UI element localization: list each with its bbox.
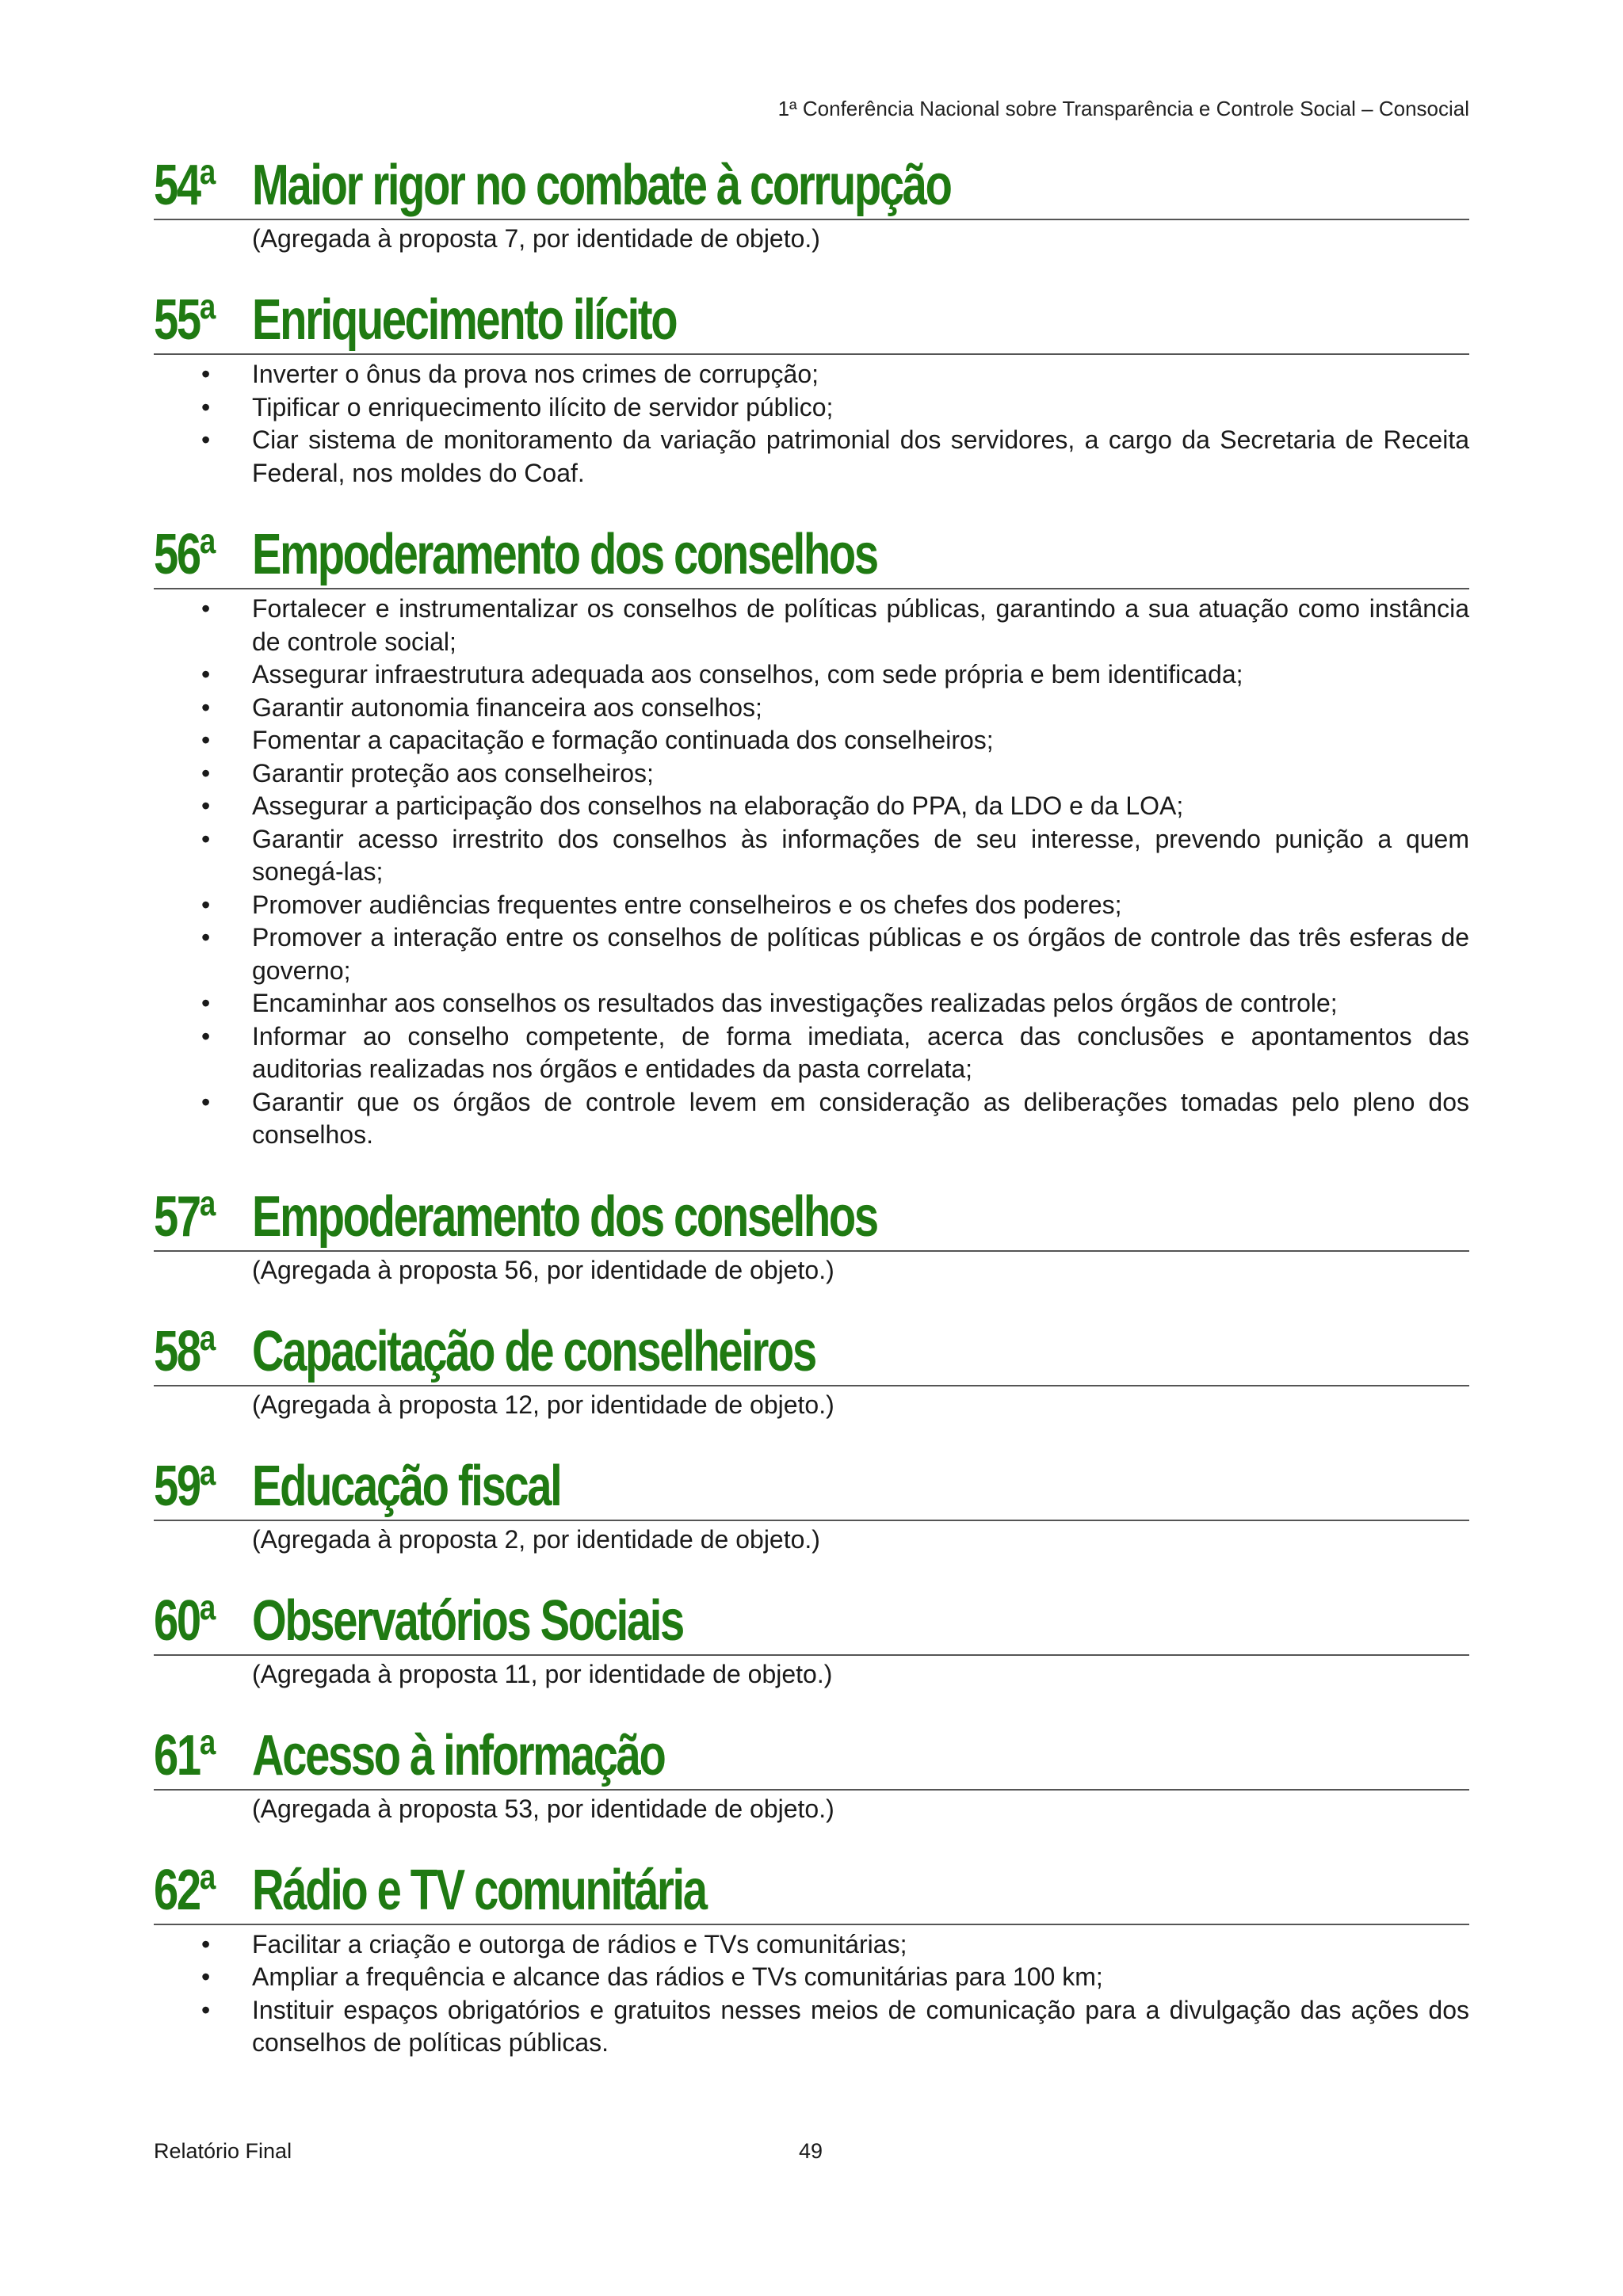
list-item-text: Facilitar a criação e outorga de rádios e TVs comunitárias; [252, 1929, 907, 1958]
proposal-title: Rádio e TV comunitária [252, 1858, 706, 1922]
list-item-text: Ampliar a frequência e alcance das rádios e TVs comunitárias para 100 km; [252, 1962, 1103, 1991]
list-item [154, 987, 1469, 1020]
list-item-text: Promover a interação entre os conselhos de políticas públicas e os órgãos de controle das três esferas de governo; [252, 923, 1469, 985]
proposal-57 [154, 1184, 1469, 1287]
proposal-note: (Agregada à proposta 11, por identidade de objeto.) [252, 1659, 833, 1688]
bullet-icon: • [201, 989, 211, 1017]
list-item-text: Instituir espaços obrigatórios e gratuitos nesses meios de comunicação para a divulgação das ações dos conselhos de políticas públicas. [252, 1995, 1469, 2057]
list-item-text: Assegurar a participação dos conselhos na elaboração do PPA, da LDO e da LOA; [252, 791, 1184, 820]
proposal-number: 57ª [154, 1184, 215, 1249]
list-item [154, 658, 1469, 692]
bullet-icon: • [201, 923, 211, 952]
proposal-number: 61ª [154, 1723, 215, 1787]
bullet-icon: • [201, 1995, 211, 2024]
proposal-heading [154, 155, 1469, 220]
list-item-text: Garantir proteção aos conselheiros; [252, 758, 654, 788]
proposal-title: Observatórios Sociais [252, 1589, 683, 1653]
page-header: 1ª Conferência Nacional sobre Transparência e Controle Social – Consocial [777, 97, 1469, 120]
list-item-text: Promover audiências frequentes entre conselheiros e os chefes dos poderes; [252, 890, 1122, 919]
bullet-icon: • [201, 890, 211, 919]
bullet-icon: • [201, 1087, 211, 1116]
list-item-text: Fortalecer e instrumentalizar os conselhos de políticas públicas, garantindo a sua atuação como instância de controle social; [252, 594, 1469, 656]
proposal-heading [154, 1319, 1469, 1386]
bullet-icon: • [201, 1962, 211, 1991]
list-item [154, 1928, 1469, 1962]
proposal-55 [154, 290, 1469, 490]
proposal-title: Capacitação de conselheiros [252, 1319, 815, 1383]
proposal-title: Empoderamento dos conselhos [252, 1184, 877, 1249]
proposal-number: 55ª [154, 288, 215, 352]
bullet-icon: • [201, 425, 211, 454]
proposal-heading [154, 1723, 1469, 1791]
proposal-title: Acesso à informação [252, 1723, 665, 1787]
list-item [154, 823, 1469, 889]
proposal-60 [154, 1591, 1469, 1691]
list-item [154, 1020, 1469, 1086]
bullet-icon: • [201, 824, 211, 853]
proposal-number: 56ª [154, 523, 215, 586]
proposal-61 [154, 1723, 1469, 1825]
proposal-items [154, 358, 1469, 490]
list-item-text: Ciar sistema de monitoramento da variação patrimonial dos servidores, a cargo da Secretaria de Receita Federal, nos moldes do Coaf. [252, 425, 1469, 487]
proposal-note: (Agregada à proposta 7, por identidade de objeto.) [252, 224, 820, 253]
bullet-icon: • [201, 360, 211, 388]
proposal-heading [154, 524, 1469, 589]
proposal-heading [154, 1456, 1469, 1521]
bullet-icon: • [201, 692, 211, 722]
list-item [154, 790, 1469, 823]
bullet-icon: • [201, 726, 211, 754]
proposal-title: Empoderamento dos conselhos [252, 523, 877, 586]
list-item [154, 921, 1469, 987]
list-item-text: Garantir autonomia financeira aos conselhos; [252, 692, 762, 722]
proposal-note: (Agregada à proposta 2, por identidade de objeto.) [252, 1524, 820, 1554]
list-item-text: Fomentar a capacitação e formação continuada dos conselheiros; [252, 726, 994, 754]
proposal-number: 58ª [154, 1319, 215, 1383]
document-body [154, 155, 1469, 2095]
proposal-heading [154, 290, 1469, 355]
list-item [154, 889, 1469, 922]
footer-report-title: Relatório Final [154, 2139, 292, 2163]
bullet-icon: • [201, 1929, 211, 1958]
list-item [154, 757, 1469, 791]
list-item-text: Tipificar o enriquecimento ilícito de servidor público; [252, 392, 834, 421]
bullet-icon: • [201, 594, 211, 623]
proposal-note: (Agregada à proposta 56, por identidade de objeto.) [252, 1255, 834, 1284]
bullet-icon: • [201, 1021, 211, 1051]
proposal-59 [154, 1456, 1469, 1556]
list-item-text: Assegurar infraestrutura adequada aos conselhos, com sede própria e bem identificada; [252, 660, 1243, 688]
bullet-icon: • [201, 758, 211, 788]
list-item [154, 358, 1469, 391]
proposal-items [154, 1928, 1469, 2060]
list-item-text: Encaminhar aos conselhos os resultados das investigações realizadas pelos órgãos de controle; [252, 989, 1338, 1017]
list-item [154, 391, 1469, 425]
proposal-number: 59ª [154, 1454, 215, 1518]
list-item-text: Garantir acesso irrestrito dos conselhos às informações de seu interesse, prevendo punição a quem sonegá-las; [252, 824, 1469, 886]
bullet-icon: • [201, 660, 211, 688]
bullet-icon: • [201, 791, 211, 820]
proposal-58 [154, 1319, 1469, 1421]
proposal-heading [154, 1591, 1469, 1656]
proposal-title: Maior rigor no combate à corrupção [252, 154, 951, 217]
list-item [154, 1086, 1469, 1152]
proposal-items [154, 593, 1469, 1152]
list-item [154, 593, 1469, 658]
list-item [154, 1994, 1469, 2060]
list-item-text: Garantir que os órgãos de controle levem em consideração as deliberações tomadas pelo pleno dos conselhos. [252, 1087, 1469, 1149]
proposal-title: Enriquecimento ilícito [252, 288, 677, 352]
proposal-heading [154, 1184, 1469, 1252]
proposal-note: (Agregada à proposta 53, por identidade de objeto.) [252, 1794, 834, 1823]
list-item [154, 692, 1469, 725]
list-item [154, 724, 1469, 757]
proposal-number: 60ª [154, 1589, 215, 1653]
proposal-heading [154, 1860, 1469, 1925]
proposal-number: 54ª [154, 154, 215, 217]
page-number: 49 [799, 2139, 823, 2163]
list-item [154, 424, 1469, 490]
bullet-icon: • [201, 392, 211, 421]
proposal-54 [154, 155, 1469, 255]
proposal-note: (Agregada à proposta 12, por identidade de objeto.) [252, 1390, 834, 1419]
list-item-text: Informar ao conselho competente, de forma imediata, acerca das conclusões e apontamentos das auditorias realizadas nos órgãos e entidades da pasta correlata; [252, 1021, 1469, 1083]
list-item-text: Inverter o ônus da prova nos crimes de corrupção; [252, 360, 819, 388]
proposal-title: Educação fiscal [252, 1454, 561, 1518]
proposal-62 [154, 1860, 1469, 2060]
list-item [154, 1961, 1469, 1994]
proposal-number: 62ª [154, 1858, 215, 1922]
proposal-56 [154, 524, 1469, 1152]
